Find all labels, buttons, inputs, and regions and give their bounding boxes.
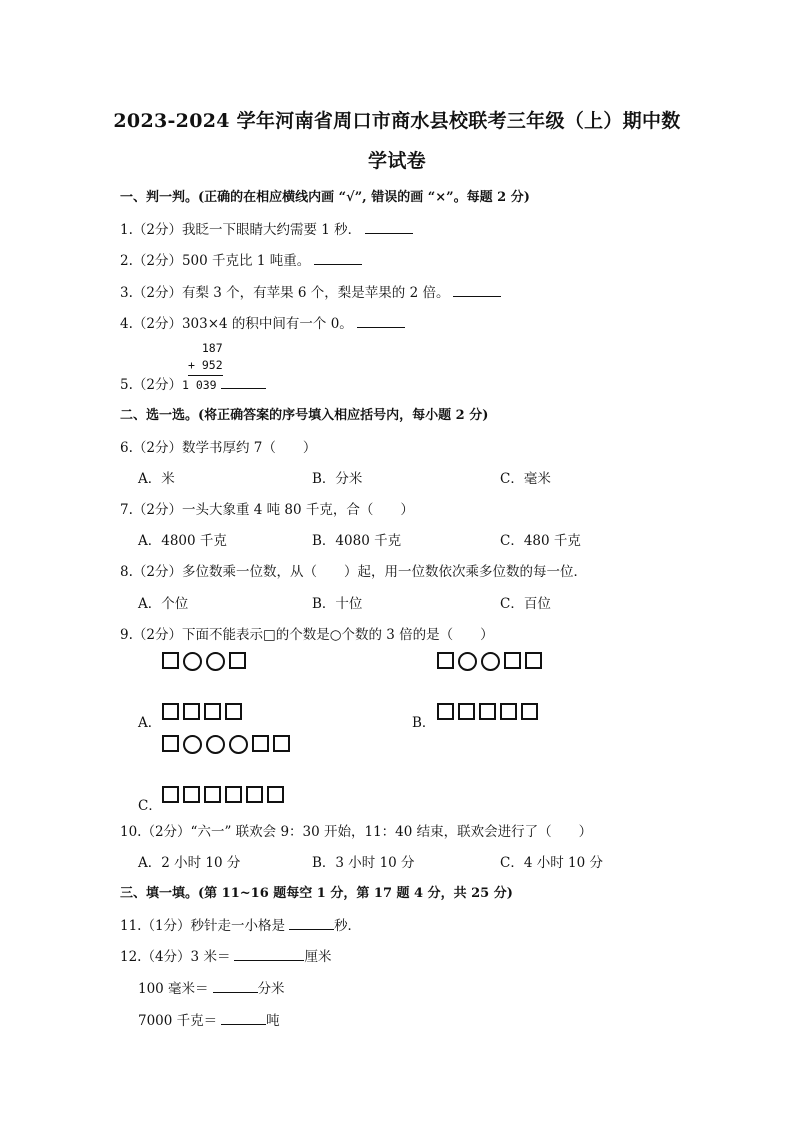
square-icon <box>225 703 242 720</box>
answer-blank-2[interactable] <box>314 252 362 265</box>
question-1-text: 1.（2分）我眨一下眼睛大约需要 1 秒． <box>120 222 362 238</box>
square-icon <box>504 652 521 669</box>
square-icon <box>458 703 475 720</box>
square-icon <box>162 735 179 752</box>
question-7: 7.（2分）一头大象重 4 吨 80 千克，合（ ） <box>120 502 414 518</box>
question-5 <box>120 373 266 393</box>
question-2 <box>120 249 362 269</box>
square-icon <box>162 652 179 669</box>
square-icon <box>183 703 200 720</box>
question-12-line2-text: 100 毫米＝ <box>138 981 209 997</box>
question-11 <box>120 914 361 934</box>
square-icon <box>521 703 538 720</box>
square-icon <box>204 786 221 803</box>
q10-option-a[interactable]: A．2 小时 10 分 <box>138 855 241 871</box>
exam-title-line2: 学试卷 <box>368 150 426 172</box>
addend-top: 187 <box>201 341 223 355</box>
q9-b-row2 <box>437 703 538 720</box>
answer-blank-12a[interactable] <box>234 948 304 961</box>
square-icon <box>229 652 246 669</box>
question-5-text: 5.（2分） <box>120 377 182 393</box>
question-12 <box>120 945 331 965</box>
question-2-text: 2.（2分）500 千克比 1 吨重。 <box>120 253 311 269</box>
answer-blank-12b[interactable] <box>213 980 258 993</box>
circle-icon <box>206 735 225 754</box>
section-2-heading: 二、选一选。(将正确答案的序号填入相应括号内，每小题 2 分) <box>120 408 489 423</box>
question-12-line2 <box>138 977 285 997</box>
q9-option-c-label[interactable]: C． <box>138 798 162 814</box>
q8-option-b[interactable]: B．十位 <box>312 596 363 612</box>
q10-option-b[interactable]: B．3 小时 10 分 <box>312 855 415 871</box>
question-4-text: 4.（2分）303×4 的积中间有一个 0。 <box>120 316 353 332</box>
question-3 <box>120 281 501 301</box>
vertical-addition <box>188 340 223 376</box>
q9-c-row2 <box>162 786 284 803</box>
square-icon <box>162 786 179 803</box>
q8-option-a[interactable]: A．个位 <box>138 596 189 612</box>
q9-c-row1 <box>162 735 290 754</box>
q8-option-c[interactable]: C．百位 <box>500 596 551 612</box>
question-12-unit-a: 厘米 <box>304 949 332 965</box>
circle-icon <box>229 735 248 754</box>
q9-option-a-label[interactable]: A． <box>138 715 162 731</box>
sum-result: 1 039 <box>181 378 217 392</box>
square-icon <box>204 703 221 720</box>
q6-option-b[interactable]: B．分米 <box>312 471 363 487</box>
q9-a-row1 <box>162 652 246 671</box>
circle-icon <box>183 735 202 754</box>
square-icon <box>500 703 517 720</box>
question-12-unit-b: 分米 <box>257 981 285 997</box>
q6-option-c[interactable]: C．毫米 <box>500 471 551 487</box>
q7-option-b[interactable]: B．4080 千克 <box>312 533 402 549</box>
circle-icon <box>206 652 225 671</box>
answer-blank-1[interactable] <box>365 221 413 234</box>
question-10: 10.（2分）“六一” 联欢会 9：30 开始，11：40 结束，联欢会进行了（ ） <box>120 824 593 840</box>
square-icon <box>479 703 496 720</box>
circle-icon <box>481 652 500 671</box>
addend-bottom: + 952 <box>188 358 223 372</box>
answer-blank-12c[interactable] <box>221 1012 266 1025</box>
square-icon <box>183 786 200 803</box>
square-icon <box>246 786 263 803</box>
question-12-line3-text: 7000 千克＝ <box>138 1013 218 1029</box>
section-1-heading: 一、判一判。(正确的在相应横线内画 “√”, 错误的画 “×”。每题 2 分) <box>120 190 530 205</box>
square-icon <box>437 652 454 669</box>
question-11-text: 11.（1分）秒针走一小格是 <box>120 918 286 934</box>
question-4 <box>120 312 405 332</box>
square-icon <box>267 786 284 803</box>
answer-blank-11[interactable] <box>289 917 334 930</box>
circle-icon <box>183 652 202 671</box>
answer-blank-5[interactable] <box>221 376 266 389</box>
question-3-text: 3.（2分）有梨 3 个，有苹果 6 个，梨是苹果的 2 倍。 <box>120 285 450 301</box>
question-6: 6.（2分）数学书厚约 7（ ） <box>120 440 317 456</box>
square-icon <box>252 735 269 752</box>
square-icon <box>225 786 242 803</box>
circle-icon <box>458 652 477 671</box>
square-icon <box>525 652 542 669</box>
exam-title-line1: 2023-2024 学年河南省周口市商水县校联考三年级（上）期中数 <box>113 110 681 132</box>
q10-option-c[interactable]: C．4 小时 10 分 <box>500 855 603 871</box>
answer-blank-4[interactable] <box>357 315 405 328</box>
square-icon <box>162 703 179 720</box>
q9-option-b-label[interactable]: B． <box>412 715 436 731</box>
question-12-unit-c: 吨 <box>266 1013 280 1029</box>
question-11-unit: 秒． <box>334 918 362 934</box>
q7-option-c[interactable]: C．480 千克 <box>500 533 581 549</box>
q9-a-row2 <box>162 703 242 720</box>
q9-b-row1 <box>437 652 542 671</box>
question-9: 9.（2分）下面不能表示□的个数是○个数的 3 倍的是（ ） <box>120 627 494 643</box>
square-icon <box>273 735 290 752</box>
question-1 <box>120 218 413 238</box>
question-12-text: 12.（4分）3 米＝ <box>120 949 231 965</box>
question-8: 8.（2分）多位数乘一位数，从（ ）起，用一位数依次乘多位数的每一位． <box>120 564 587 580</box>
q7-option-a[interactable]: A．4800 千克 <box>138 533 227 549</box>
answer-blank-3[interactable] <box>453 284 501 297</box>
section-3-heading: 三、填一填。(第 11~16 题每空 1 分，第 17 题 4 分，共 25 分) <box>120 886 513 901</box>
q6-option-a[interactable]: A．米 <box>138 471 175 487</box>
question-12-line3 <box>138 1009 280 1029</box>
square-icon <box>437 703 454 720</box>
